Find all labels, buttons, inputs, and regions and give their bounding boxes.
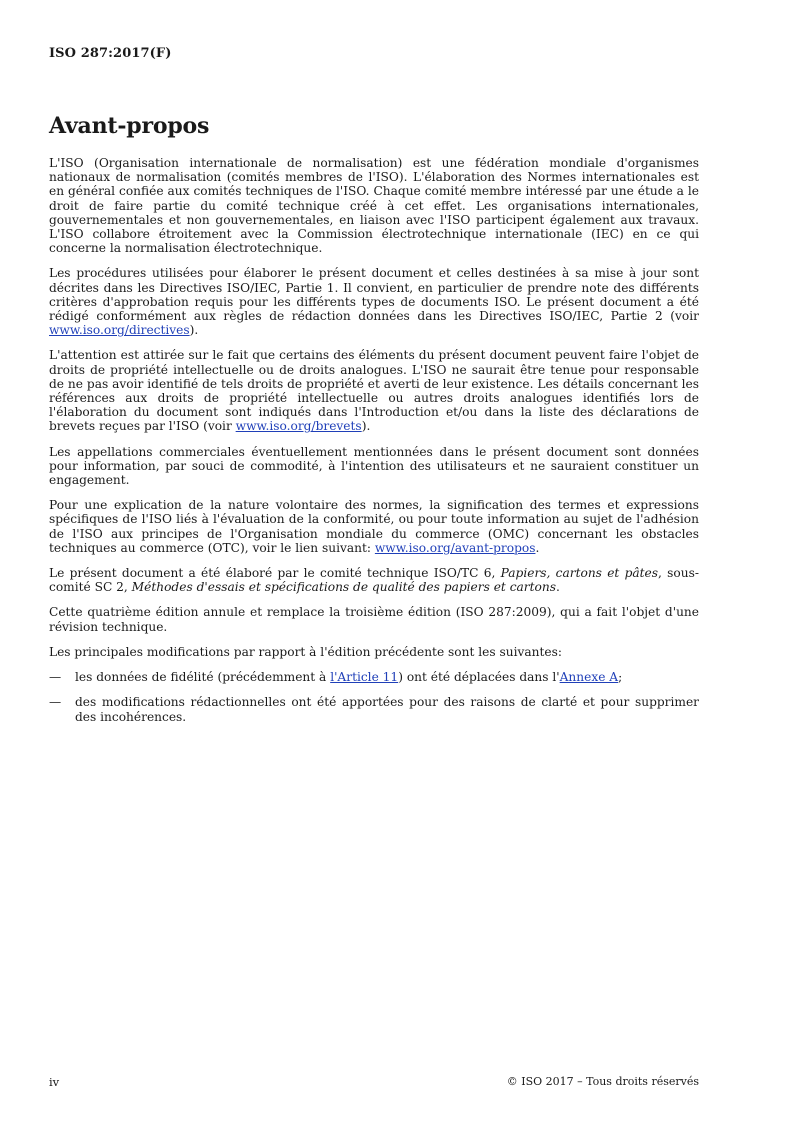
paragraph-patents bbox=[49, 348, 699, 433]
paragraph-trade-names: Les appellations commerciales éventuellement mentionnées dans le présent document sont données pour information, par souci de commodité, à l'intention des utilisateurs et ne sauraient constituer un engagement. bbox=[49, 444, 699, 488]
link-iso-brevets[interactable]: www.iso.org/brevets bbox=[235, 419, 362, 434]
paragraph-voluntary-nature-end: . bbox=[535, 540, 540, 555]
paragraph-voluntary-nature bbox=[49, 498, 699, 555]
paragraph-procedures bbox=[49, 266, 699, 337]
list-item bbox=[49, 695, 699, 723]
list-item-text bbox=[75, 670, 699, 684]
committee-text-b: , sous-comité SC 2, bbox=[49, 566, 699, 595]
link-iso-avant-propos[interactable]: www.iso.org/avant-propos bbox=[374, 540, 536, 555]
link-annexe-a[interactable]: Annexe A bbox=[559, 670, 619, 685]
link-article-11[interactable]: l'Article 11 bbox=[330, 670, 399, 685]
paragraph-voluntary-nature-text: Pour une explication de la nature volontaire des normes, la signification des termes et expressions spécifiques de l'ISO liés à l'évaluation de la conformité, ou pour toute information au sujet de l'adhésion de l'ISO aux principes de l'Organisation mondiale du commerce (OMC) concernant les obstacles techniques au commerce (OTC), voir le lien suivant: bbox=[49, 498, 699, 555]
copyright-notice: © ISO 2017 – Tous droits réservés bbox=[506, 1075, 699, 1088]
committee-title-italic: Papiers, cartons et pâtes bbox=[500, 566, 659, 581]
list-item-1-text-b: ) ont été déplacées dans l' bbox=[398, 670, 560, 685]
list-item-text: des modifications rédactionnelles ont été apportées pour des raisons de clarté et pour supprimer des incohérences. bbox=[75, 695, 699, 724]
paragraph-changes-intro: Les principales modifications par rapport à l'édition précédente sont les suivantes: bbox=[49, 644, 562, 659]
paragraph-patents-text: L'attention est attirée sur le fait que certains des éléments du présent document peuvent faire l'objet de droits de propriété intellectuelle ou de droits analogues. L'ISO ne saurait être tenue pour responsable de ne pas avoir identifié de tels droits de propriété et averti de leur existence. Les détails concernant les références aux droits de propriété intellectuelle ou autres droits analogues identifiés lors de l'élaboration du document sont indiqués dans l'Introduction et/ou dans la liste des déclarations de brevets reçues par l'ISO (voir bbox=[49, 348, 699, 434]
link-iso-directives[interactable]: www.iso.org/directives bbox=[49, 323, 190, 338]
list-item bbox=[49, 670, 699, 684]
paragraph-iso-intro: L'ISO (Organisation internationale de normalisation) est une fédération mondiale d'organismes nationaux de normalisation (comités membres de l'ISO). L'élaboration des Normes internationales est en général confiée aux comités techniques de l'ISO. Chaque comité membre intéressé par une étude a le droit de faire partie du comité technique créé à cet effet. Les organisations internationales, gouvernementales et non gouvernementales, en liaison avec l'ISO participent également aux travaux. L'ISO collabore étroitement avec la Commission électrotechnique internationale (IEC) en ce qui concerne la normalisation électrotechnique. bbox=[49, 156, 699, 256]
subcommittee-title-italic: Méthodes d'essais et spécifications de qualité des papiers et cartons bbox=[131, 580, 556, 595]
paragraph-edition: Cette quatrième édition annule et remplace la troisième édition (ISO 287:2009), qui a fait l'objet d'une révision technique. bbox=[49, 605, 699, 634]
list-item-1-end: ; bbox=[618, 670, 623, 685]
paragraph-patents-end: ). bbox=[361, 419, 371, 434]
committee-text-a: Le présent document a été élaboré par le comité technique ISO/TC 6, bbox=[49, 566, 501, 581]
list-item-1-text-a: les données de fidélité (précédemment à bbox=[75, 670, 331, 685]
dash-bullet: — bbox=[49, 695, 62, 710]
committee-text-end: . bbox=[555, 580, 560, 595]
page-title: Avant-propos bbox=[49, 113, 210, 139]
page-number: iv bbox=[49, 1075, 60, 1089]
foreword-body bbox=[49, 156, 699, 735]
document-code-header: ISO 287:2017(F) bbox=[49, 46, 172, 61]
paragraph-procedures-end: ). bbox=[189, 323, 199, 338]
paragraph-procedures-text: Les procédures utilisées pour élaborer le présent document et celles destinées à sa mise à jour sont décrites dans les Directives ISO/IEC, Partie 1. Il convient, en particulier de prendre note des différents critères d'approbation requis pour les différents types de documents ISO. Le présent document a été rédigé conformément aux règles de rédaction données dans les Directives ISO/IEC, Partie 2 (voir bbox=[49, 266, 699, 324]
paragraph-committee bbox=[49, 566, 699, 594]
dash-bullet: — bbox=[49, 670, 62, 685]
